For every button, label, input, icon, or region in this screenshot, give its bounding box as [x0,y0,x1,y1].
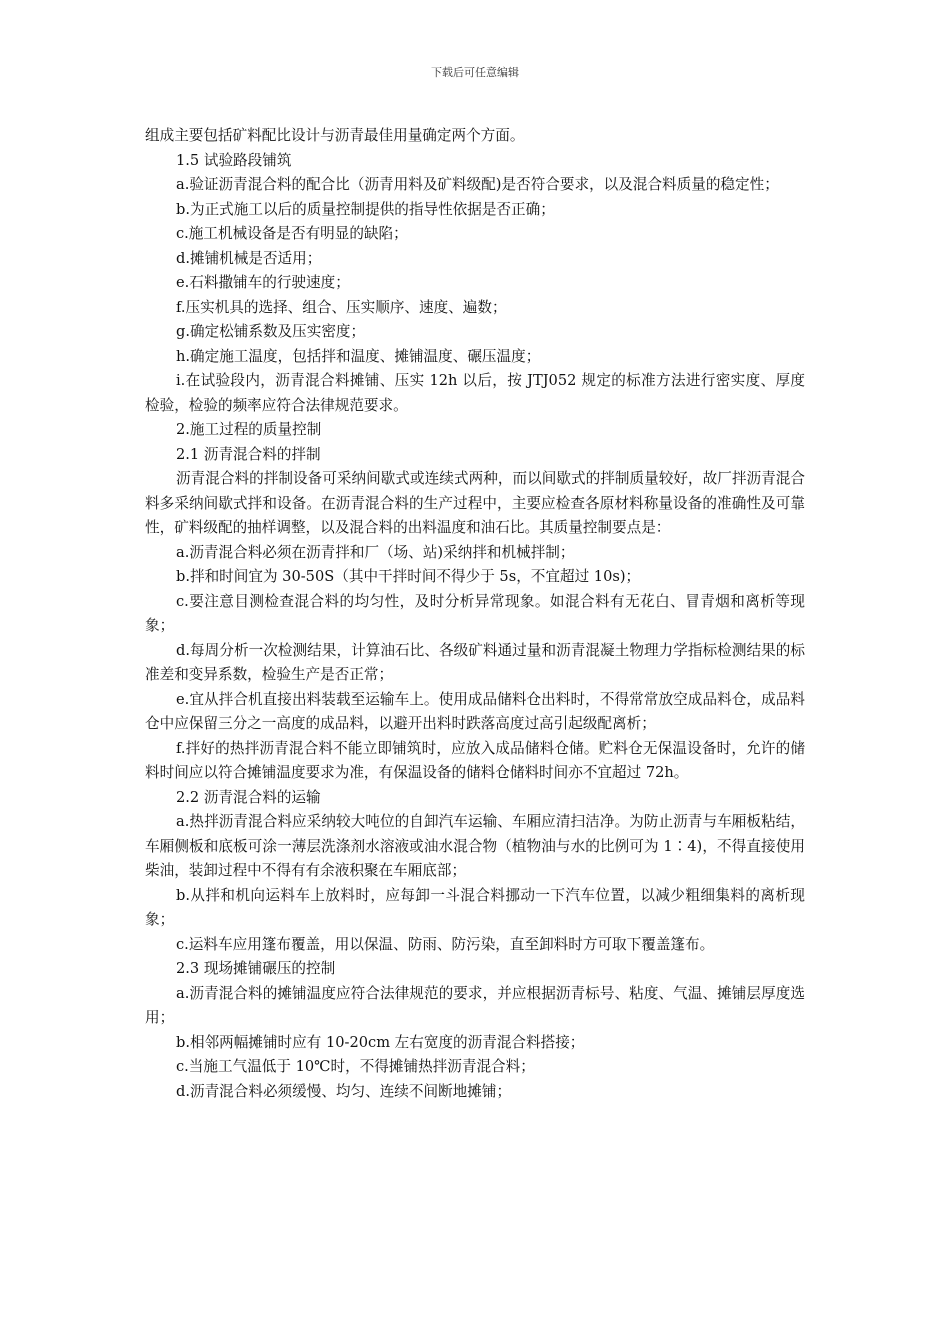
page-header-note: 下载后可任意编辑 [431,66,519,79]
body-paragraph: b.为正式施工以后的质量控制提供的指导性依据是否正确； [176,200,555,218]
body-paragraph: d.摊铺机械是否适用； [176,249,322,267]
body-paragraph: b.相邻两幅摊铺时应有 10-20cm 左右宽度的沥青混合料搭接； [176,1033,585,1051]
body-paragraph: 2.3 现场摊铺碾压的控制 [176,960,336,977]
body-paragraph: b.从拌和机向运料车上放料时，应每卸一斗混合料挪动一下汽车位置，以减少粗细集料的离析现象； [145,886,805,928]
body-paragraph: c.当施工气温低于 10℃时，不得摊铺热拌沥青混合料； [176,1058,535,1075]
body-paragraph: a.热拌沥青混合料应采纳较大吨位的自卸汽车运输、车厢应清扫洁净。为防止沥青与车厢板粘结，车厢侧板和底板可涂一薄层洗涤剂水溶液或油水混合物（植物油与水的比例可为 1∶4)，不得直接使用柴油，装卸过程中不得有有余液积聚在车厢底部； [145,813,805,879]
body-paragraph: 1.5 试验路段铺筑 [176,151,292,169]
body-paragraph: c.要注意目测检查混合料的均匀性，及时分析异常现象。如混合料有无花白、冒青烟和离析等现象； [145,592,805,634]
body-paragraph: c.施工机械设备是否有明显的缺陷； [176,225,408,242]
body-paragraph: 沥青混合料的拌制设备可采纳间歇式或连续式两种，而以间歇式的拌制质量较好，故厂拌沥青混合料多采纳间歇式拌和设备。在沥青混合料的生产过程中，主要应检查各原材料称量设备的准确性及可靠性，矿料级配的抽样调整，以及混合料的出料温度和油石比。其质量控制要点是： [145,470,805,536]
body-paragraph: e.石料撒铺车的行驶速度； [176,274,350,291]
body-paragraph: 2.1 沥青混合料的拌制 [176,445,321,463]
body-paragraph: a.沥青混合料的摊铺温度应符合法律规范的要求，并应根据沥青标号、粘度、气温、摊铺层厚度选用； [145,984,805,1026]
body-paragraph: a.沥青混合料必须在沥青拌和厂（场、站)采纳拌和机械拌制； [176,543,575,561]
body-paragraph: 组成主要包括矿料配比设计与沥青最佳用量确定两个方面。 [145,127,525,144]
body-paragraph: c.运料车应用篷布覆盖，用以保温、防雨、防污染，直至卸料时方可取下覆盖篷布。 [176,935,715,953]
body-paragraph: g.确定松铺系数及压实密度； [176,323,366,340]
body-paragraph: 2.2 沥青混合料的运输 [176,788,321,806]
body-paragraph: a.验证沥青混合料的配合比（沥青用料及矿料级配)是否符合要求，以及混合料质量的稳定性； [176,176,779,193]
body-paragraph: f.压实机具的选择、组合、压实顺序、速度、遍数； [176,298,507,316]
body-paragraph: e.宜从拌合机直接出料装载至运输车上。使用成品储料仓出料时，不得常常放空成品料仓，成品料仓中应保留三分之一高度的成品料，以避开出料时跌落高度过高引起级配离析； [145,690,805,732]
body-paragraph: b.拌和时间宜为 30-50S（其中干拌时间不得少于 5s，不宜超过 10s)； [176,568,641,585]
body-paragraph: f.拌好的热拌沥青混合料不能立即铺筑时，应放入成品储料仓储。贮料仓无保温设备时，允许的储料时间应以符合摊铺温度要求为准，有保温设备的储料仓储料时间亦不宜超过 72h。 [145,739,805,781]
body-paragraph: h.确定施工温度，包括拌和温度、摊铺温度、碾压温度； [176,347,541,365]
body-paragraph: 2.施工过程的质量控制 [176,421,322,438]
document-body [145,124,805,1104]
body-paragraph: i.在试验段内，沥青混合料摊铺、压实 12h 以后，按 JTJ052 规定的标准方法进行密实度、厚度检验，检验的频率应符合法律规范要求。 [145,372,805,414]
body-paragraph: d.每周分析一次检测结果，计算油石比、各级矿料通过量和沥青混凝土物理力学指标检测结果的标准差和变异系数，检验生产是否正常； [145,641,805,683]
body-paragraph: d.沥青混合料必须缓慢、均匀、连续不间断地摊铺； [176,1082,512,1100]
